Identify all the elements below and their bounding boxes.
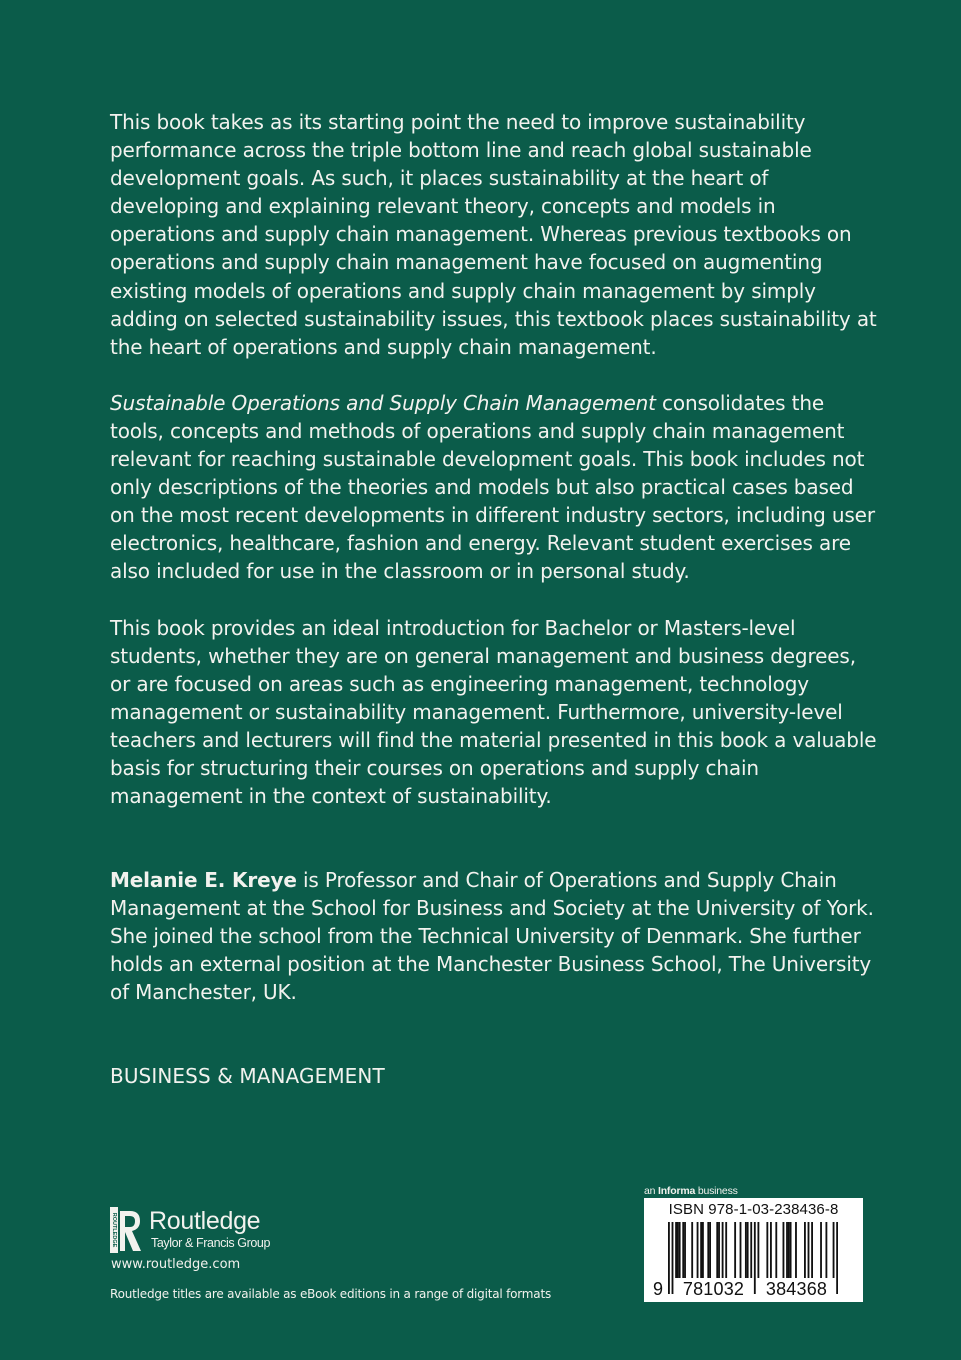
barcode-bar [682, 1222, 684, 1280]
author-name: Melanie E. Kreye [110, 868, 297, 892]
barcode-bar [722, 1222, 724, 1280]
publisher-website[interactable]: www.routledge.com [111, 1257, 241, 1272]
book-title: Sustainable Operations and Supply Chain Management [110, 390, 656, 415]
barcode-bar [783, 1222, 785, 1280]
barcode-bar [786, 1222, 788, 1280]
barcode-bar [775, 1222, 777, 1280]
barcode-digits [644, 1278, 863, 1300]
barcode-bar [766, 1222, 768, 1280]
barcode-bar [684, 1222, 686, 1280]
barcode-bar [716, 1222, 718, 1280]
barcode-bar [679, 1222, 681, 1280]
ebook-note: Routledge titles are available as eBook editions in a range of digital formats [110, 1287, 552, 1301]
description-paragraph-2 [110, 389, 880, 586]
barcode-bar [808, 1222, 810, 1280]
barcode-bar [675, 1222, 677, 1280]
informa-prefix: an [644, 1185, 658, 1197]
publisher-name: Routledge [149, 1207, 261, 1235]
routledge-logo [110, 1205, 310, 1255]
barcode-bar [795, 1222, 797, 1280]
isbn-barcode [644, 1198, 863, 1302]
barcode-bar [718, 1222, 720, 1280]
author-bio [110, 866, 880, 1006]
barcode-bar [825, 1222, 827, 1280]
description-block [110, 108, 880, 838]
barcode-digit-first: 9 [653, 1279, 664, 1299]
isbn-number: ISBN 978-1-03-238436-8 [668, 1201, 839, 1218]
publisher-group: Taylor & Francis Group [151, 1236, 271, 1250]
barcode-bar [697, 1222, 699, 1280]
barcode-bar [757, 1222, 759, 1280]
informa-business-label [644, 1185, 738, 1198]
author-bio-text: is Professor and Chair of Operations and Supply Chain Management at the School for Business and Society at the University of York. She joined the school from the Technical University of Denmark. She further holds an external position at the Manchester Business School, The University of Manchester, UK. [110, 868, 874, 1005]
barcode-digits-right: 384368 [757, 1278, 836, 1300]
barcode-bar [788, 1222, 790, 1280]
barcode-bar [790, 1222, 792, 1280]
barcode-bar [702, 1222, 704, 1280]
description-paragraph-2-text: consolidates the tools, concepts and methods of operations and supply chain management relevant for reaching sustainable development goals. This book includes not only descriptions of the theories and models but also practical cases based on the most recent developments in different industry sectors, including user electronics, healthcare, fashion and energy. Relevant student exercises are also included for use in the classroom or in personal study. [110, 390, 875, 584]
informa-suffix: business [695, 1185, 738, 1197]
subject-category: BUSINESS & MANAGEMENT [110, 1064, 385, 1088]
barcode-bar [804, 1222, 806, 1280]
description-paragraph-1: This book takes as its starting point the need to improve sustainability performance across the triple bottom line and reach global sustainable development goals. As such, it places sustainability at the heart of developing and explaining relevant theory, concepts and models in operations and supply chain management. Whereas previous textbooks on operations and supply chain management have focused on augmenting existing models of operations and supply chain management by simply adding on selected sustainability issues, this textbook places sustainability at the heart of operations and supply chain management. [110, 110, 877, 359]
barcode-bar [820, 1222, 822, 1280]
barcode-bar [745, 1222, 747, 1280]
barcode-bar [747, 1222, 749, 1280]
description-paragraph-3: This book provides an ideal introduction for Bachelor or Masters-level students, whether they are on general management and business degrees, or are focused on areas such as engineering management, technology management or sustainability management. Furthermore, university-level teachers and lecturers will find the material presented in this book a valuable basis for structuring their courses on operations and supply chain management in the context of sustainability. [110, 615, 877, 809]
barcode-bar [709, 1222, 711, 1280]
informa-brand: Informa [658, 1185, 696, 1197]
barcode-digits-left: 781032 [674, 1278, 753, 1300]
routledge-r-icon [110, 1207, 142, 1253]
barcode-bar [740, 1222, 742, 1280]
barcode-bar [734, 1222, 736, 1280]
logo-mark-text: ROUTLEDGE [111, 1212, 117, 1248]
barcode-bar [770, 1222, 772, 1280]
barcode-bar [811, 1222, 813, 1280]
barcode-bar [725, 1222, 727, 1280]
barcode-bar [691, 1222, 693, 1280]
barcode-bar [677, 1222, 679, 1280]
barcode-bar [700, 1222, 702, 1280]
barcode-bar [707, 1222, 709, 1280]
